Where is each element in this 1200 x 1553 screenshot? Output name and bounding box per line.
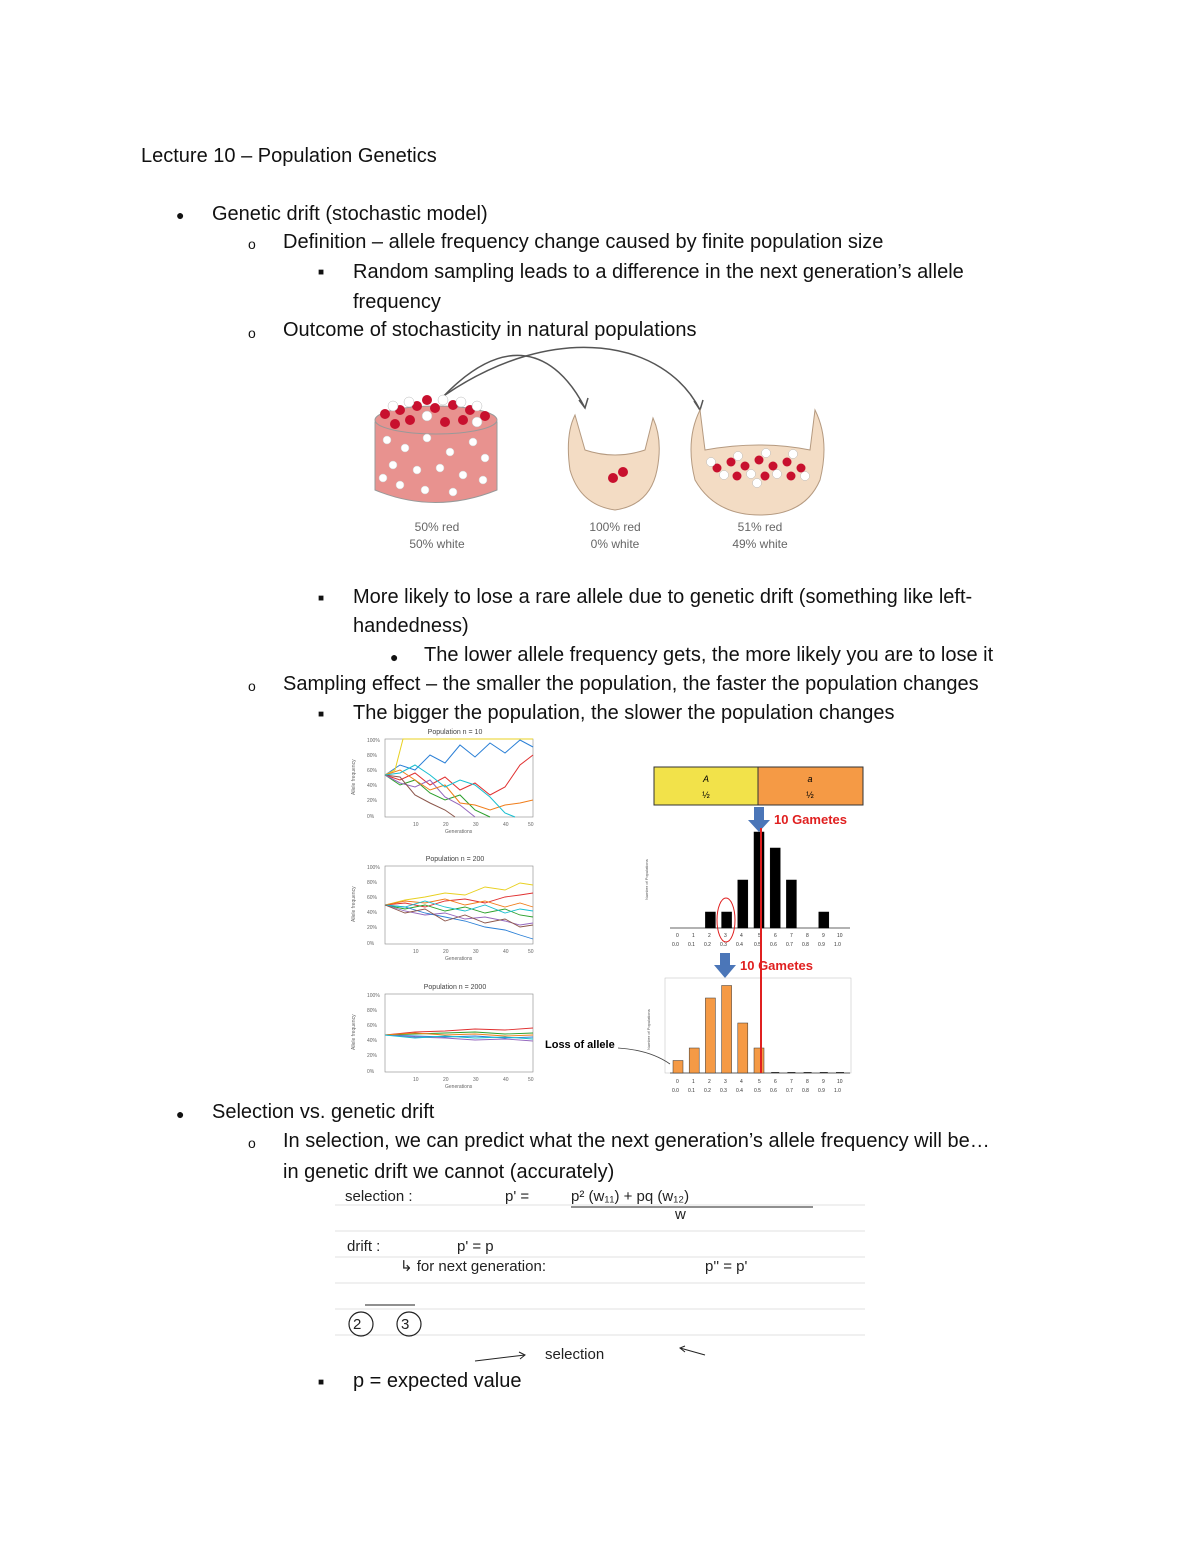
- histogram-bar-7: [786, 880, 796, 928]
- svg-text:50: 50: [528, 822, 534, 828]
- histogram-bar-5: [754, 1048, 764, 1073]
- bullet-random-sampling-cont: frequency: [353, 291, 441, 313]
- svg-text:A: A: [702, 774, 710, 784]
- svg-text:0.3: 0.3: [720, 942, 727, 948]
- bullet-filled: ●: [176, 207, 185, 223]
- svg-text:60%: 60%: [367, 1023, 378, 1029]
- histogram-bar-4: [738, 880, 748, 928]
- svg-text:50: 50: [528, 949, 534, 955]
- svg-text:9: 9: [822, 933, 825, 939]
- bullet-selection-vs-drift: Selection vs. genetic drift: [212, 1101, 435, 1123]
- bullet-random-sampling: Random sampling leads to a difference in the next generation’s allele: [353, 261, 964, 283]
- svg-text:60%: 60%: [367, 768, 378, 774]
- svg-text:6: 6: [774, 933, 777, 939]
- svg-text:8: 8: [806, 1079, 809, 1085]
- svg-text:0.1: 0.1: [688, 1088, 695, 1094]
- svg-text:4: 4: [740, 1079, 743, 1085]
- svg-text:20%: 20%: [367, 798, 378, 804]
- svg-text:0.5: 0.5: [754, 1088, 761, 1094]
- svg-text:Number of Populations: Number of Populations: [646, 1009, 651, 1050]
- svg-text:100%: 100%: [367, 738, 380, 744]
- bullet-rare-allele-cont: handedness): [353, 615, 469, 637]
- svg-text:0.2: 0.2: [704, 1088, 711, 1094]
- svg-text:0.2: 0.2: [704, 942, 711, 948]
- svg-text:30: 30: [473, 822, 479, 828]
- bowl-caption-red: 50% red: [414, 520, 460, 534]
- svg-text:½: ½: [702, 790, 710, 800]
- histogram-bar-3: [722, 912, 732, 928]
- svg-text:0.4: 0.4: [736, 942, 743, 948]
- bullet-square: ■: [318, 1377, 325, 1388]
- svg-text:2: 2: [708, 933, 711, 939]
- note-next-eq: p'' = p': [705, 1258, 748, 1275]
- svg-text:1: 1: [692, 1079, 695, 1085]
- note-circle-3: 3: [401, 1316, 410, 1333]
- arrow-down-icon: [714, 953, 736, 978]
- svg-text:0.7: 0.7: [786, 1088, 793, 1094]
- svg-text:a: a: [807, 774, 813, 784]
- hand-caption-white: 0% white: [590, 537, 640, 551]
- note-next-generation: ↳ for next generation:: [400, 1258, 546, 1275]
- histogram-top-xticks: [672, 933, 843, 948]
- svg-text:60%: 60%: [367, 895, 378, 901]
- svg-text:0.6: 0.6: [770, 1088, 777, 1094]
- bullet-square: ■: [318, 267, 325, 278]
- svg-text:Generations: Generations: [445, 1084, 473, 1090]
- bullet-bigger-population: The bigger the population, the slower the population changes: [353, 702, 895, 724]
- note-selection-2: selection: [545, 1346, 605, 1363]
- note-circle-2: 2: [353, 1316, 362, 1333]
- svg-text:10: 10: [413, 822, 419, 828]
- svg-text:0.6: 0.6: [770, 942, 777, 948]
- svg-text:0.8: 0.8: [802, 942, 809, 948]
- plot-title-n10: Population n = 10: [427, 729, 483, 736]
- gamete-sampling-figure: [540, 760, 870, 1100]
- svg-text:20: 20: [443, 949, 449, 955]
- histogram-bar-1: [689, 1048, 699, 1073]
- svg-text:1.0: 1.0: [834, 1088, 841, 1094]
- note-p-prime: p' =: [505, 1188, 530, 1205]
- bullet-expected-value: p = expected value: [353, 1370, 522, 1392]
- bowl-caption-white: 50% white: [409, 537, 465, 551]
- gametes-label-2: 10 Gametes: [740, 958, 813, 973]
- svg-text:1.0: 1.0: [834, 942, 841, 948]
- svg-text:7: 7: [790, 933, 793, 939]
- svg-text:40%: 40%: [367, 910, 378, 916]
- svg-text:0%: 0%: [367, 814, 375, 820]
- svg-text:80%: 80%: [367, 1008, 378, 1014]
- bullet-square: ■: [318, 709, 325, 720]
- note-drift: drift :: [347, 1238, 381, 1255]
- hands-caption-red: 51% red: [737, 520, 783, 534]
- loss-of-allele-label: Loss of allele: [545, 1039, 615, 1051]
- svg-text:4: 4: [740, 933, 743, 939]
- svg-text:2: 2: [708, 1079, 711, 1085]
- svg-text:0%: 0%: [367, 941, 375, 947]
- svg-text:0.0: 0.0: [672, 942, 679, 948]
- svg-text:Generations: Generations: [445, 956, 473, 962]
- svg-text:8: 8: [806, 933, 809, 939]
- bullet-open: o: [248, 678, 256, 694]
- svg-text:10: 10: [413, 949, 419, 955]
- bullet-open: o: [248, 325, 256, 341]
- svg-text:20%: 20%: [367, 925, 378, 931]
- bullet-filled: ●: [390, 649, 399, 665]
- bullet-rare-allele: More likely to lose a rare allele due to genetic drift (something like left-: [353, 586, 973, 608]
- svg-text:3: 3: [724, 933, 727, 939]
- loss-pointer: [618, 1048, 670, 1064]
- hands-icon: [691, 410, 824, 515]
- svg-text:0.7: 0.7: [786, 942, 793, 948]
- histogram-bottom: [673, 986, 844, 1074]
- hand-icon: [568, 415, 659, 510]
- histogram-bar-2: [705, 912, 715, 928]
- bullet-outcome: Outcome of stochasticity in natural populations: [283, 319, 697, 341]
- bullet-lower-freq: The lower allele frequency gets, the more likely you are to lose it: [424, 644, 994, 666]
- note-selection: selection :: [345, 1188, 413, 1205]
- svg-text:0.9: 0.9: [818, 1088, 825, 1094]
- svg-text:10: 10: [837, 933, 843, 939]
- plot-title-n200: Population n = 200: [425, 856, 485, 863]
- svg-text:0.0: 0.0: [672, 1088, 679, 1094]
- drift-simulation-plots: [345, 725, 545, 1097]
- svg-text:40%: 40%: [367, 1038, 378, 1044]
- histogram-top: [705, 832, 828, 928]
- svg-text:Allele frequency: Allele frequency: [351, 759, 357, 795]
- svg-text:0.1: 0.1: [688, 942, 695, 948]
- svg-text:Allele frequency: Allele frequency: [351, 1014, 357, 1050]
- svg-text:3: 3: [724, 1079, 727, 1085]
- svg-text:5: 5: [758, 933, 761, 939]
- svg-text:40%: 40%: [367, 783, 378, 789]
- histogram-bar-9: [819, 912, 829, 928]
- bullet-open: o: [248, 1135, 256, 1151]
- svg-text:20: 20: [443, 822, 449, 828]
- svg-text:0.5: 0.5: [754, 942, 761, 948]
- bullet-genetic-drift: Genetic drift (stochastic model): [212, 203, 488, 225]
- svg-text:9: 9: [822, 1079, 825, 1085]
- svg-text:30: 30: [473, 1077, 479, 1083]
- svg-text:80%: 80%: [367, 880, 378, 886]
- svg-text:40: 40: [503, 822, 509, 828]
- histogram-bar-4: [738, 1023, 748, 1073]
- svg-text:6: 6: [774, 1079, 777, 1085]
- histogram-bar-3: [722, 986, 732, 1074]
- svg-text:0: 0: [676, 933, 679, 939]
- bullet-square: ■: [318, 593, 325, 604]
- arrow-down-icon: [748, 807, 770, 832]
- plot-title-n2000: Population n = 2000: [423, 984, 487, 991]
- handwritten-notes: [335, 1183, 865, 1373]
- svg-text:Allele frequency: Allele frequency: [351, 886, 357, 922]
- sampling-figure: [365, 340, 835, 560]
- bullet-open: o: [248, 236, 256, 252]
- svg-text:100%: 100%: [367, 865, 380, 871]
- hands-caption-white: 49% white: [732, 537, 788, 551]
- bowl-icon: [375, 395, 497, 503]
- note-selection-numerator: p² (w₁₁) + pq (w₁₂): [571, 1188, 690, 1205]
- svg-text:10: 10: [837, 1079, 843, 1085]
- gametes-label-1: 10 Gametes: [774, 812, 847, 827]
- svg-text:1: 1: [692, 933, 695, 939]
- svg-text:0.4: 0.4: [736, 1088, 743, 1094]
- svg-text:5: 5: [758, 1079, 761, 1085]
- svg-text:100%: 100%: [367, 993, 380, 999]
- histogram-bar-0: [673, 1061, 683, 1074]
- svg-text:Generations: Generations: [445, 829, 473, 835]
- svg-text:0.9: 0.9: [818, 942, 825, 948]
- bullet-definition: Definition – allele frequency change caused by finite population size: [283, 231, 884, 253]
- svg-text:0%: 0%: [367, 1069, 375, 1075]
- svg-text:40: 40: [503, 1077, 509, 1083]
- bullet-sampling-effect: Sampling effect – the smaller the population, the faster the population changes: [283, 673, 979, 695]
- svg-text:30: 30: [473, 949, 479, 955]
- arrow-to-hand2: [445, 347, 700, 410]
- svg-text:50: 50: [528, 1077, 534, 1083]
- histogram-bar-6: [770, 848, 780, 928]
- bullet-in-selection: In selection, we can predict what the next generation’s allele frequency will be…: [283, 1130, 990, 1152]
- note-drift-eq: p' = p: [457, 1238, 494, 1255]
- bullet-filled: ●: [176, 1106, 185, 1122]
- histogram-bar-5: [754, 832, 764, 928]
- svg-text:20: 20: [443, 1077, 449, 1083]
- svg-text:½: ½: [806, 790, 814, 800]
- svg-text:20%: 20%: [367, 1053, 378, 1059]
- bullet-in-selection-cont: in genetic drift we cannot (accurately): [283, 1161, 615, 1183]
- page-title: Lecture 10 – Population Genetics: [141, 145, 437, 167]
- histogram-bar-2: [705, 998, 715, 1073]
- note-selection-denominator: w̄: [675, 1206, 686, 1223]
- svg-text:10: 10: [413, 1077, 419, 1083]
- svg-text:0.8: 0.8: [802, 1088, 809, 1094]
- svg-text:7: 7: [790, 1079, 793, 1085]
- svg-text:0.3: 0.3: [720, 1088, 727, 1094]
- histogram-bottom-xticks: [672, 1079, 843, 1094]
- svg-text:40: 40: [503, 949, 509, 955]
- svg-text:0: 0: [676, 1079, 679, 1085]
- svg-text:80%: 80%: [367, 753, 378, 759]
- hand-caption-red: 100% red: [589, 520, 641, 534]
- svg-text:Number of Populations: Number of Populations: [644, 859, 649, 900]
